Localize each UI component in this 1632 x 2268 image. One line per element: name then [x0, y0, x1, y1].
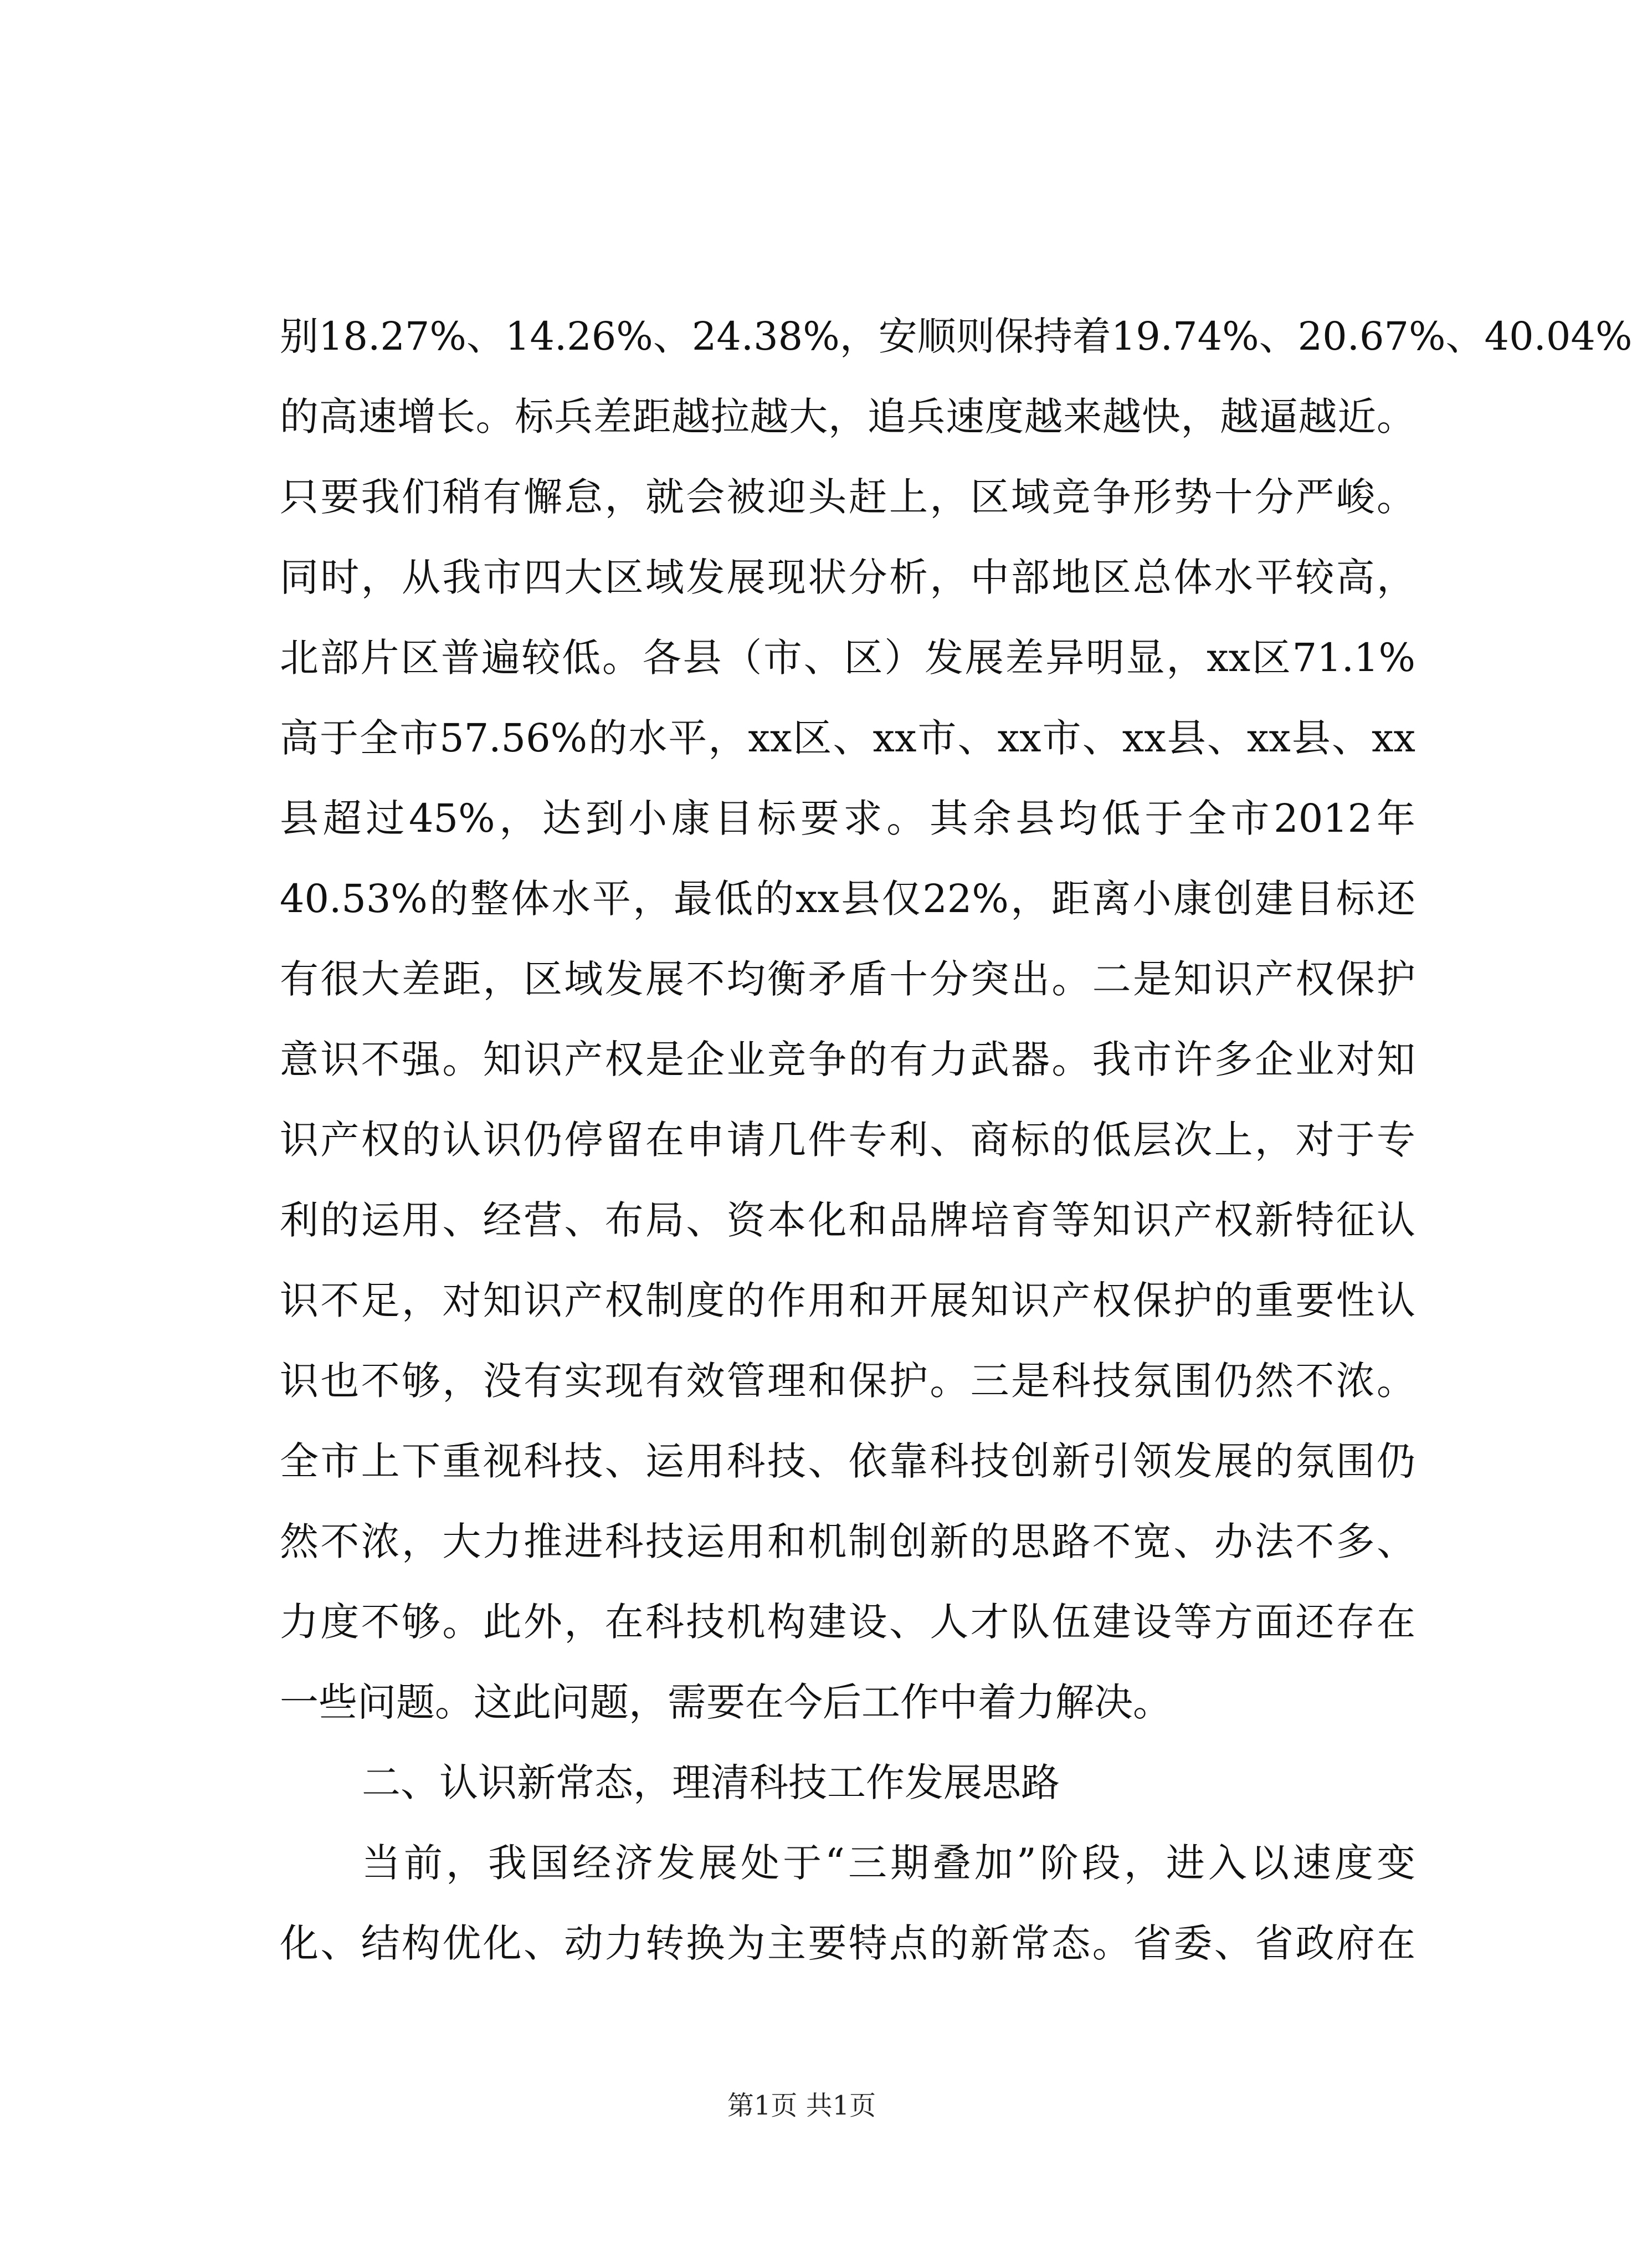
- page-footer: 第1页 共1页: [727, 2090, 876, 2121]
- body-line-20: 当前，我国经济发展处于“三期叠加”阶段，进入以速度变: [362, 1840, 1415, 1886]
- body-line-4: 同时，从我市四大区域发展现状分析，中部地区总体水平较高，: [280, 555, 1415, 600]
- section-heading: 二、认识新常态，理清科技工作发展思路: [362, 1760, 1060, 1805]
- body-line-13: 识不足，对知识产权制度的作用和开展知识产权保护的重要性认: [280, 1278, 1415, 1323]
- body-line-15: 全市上下重视科技、运用科技、依靠科技创新引领发展的氛围仍: [280, 1438, 1415, 1484]
- body-line-14: 识也不够，没有实现有效管理和保护。三是科技氛围仍然不浓。: [280, 1358, 1415, 1404]
- body-line-12: 利的运用、经营、布局、资本化和品牌培育等知识产权新特征认: [280, 1197, 1415, 1243]
- body-line-17: 力度不够。此外，在科技机构建设、人才队伍建设等方面还存在: [280, 1599, 1415, 1645]
- body-line-5: 北部片区普遍较低。各县（市、区）发展差异明显，xx区71.1%: [280, 635, 1415, 680]
- body-line-1: 别18.27%、14.26%、24.38%，安顺则保持着19.74%、20.67%、40.04%: [280, 314, 1632, 359]
- body-line-9: 有很大差距，区域发展不均衡矛盾十分突出。二是知识产权保护: [280, 956, 1415, 1002]
- document-body: [280, 296, 1632, 1984]
- body-line-7: 县超过45%，达到小康目标要求。其余县均低于全市2012年: [280, 796, 1415, 841]
- body-line-18: 一些问题。这此问题，需要在今后工作中着力解决。: [280, 1680, 1172, 1725]
- body-line-11: 识产权的认识仍停留在申请几件专利、商标的低层次上，对于专: [280, 1117, 1415, 1163]
- body-line-2: 的高速增长。标兵差距越拉越大，追兵速度越来越快，越逼越近。: [280, 394, 1415, 439]
- body-line-8: 40.53%的整体水平，最低的xx县仅22%，距离小康创建目标还: [280, 876, 1415, 921]
- body-line-10: 意识不强。知识产权是企业竞争的有力武器。我市许多企业对知: [280, 1037, 1415, 1082]
- body-line-6: 高于全市57.56%的水平，xx区、xx市、xx市、xx县、xx县、xx: [280, 715, 1415, 761]
- body-line-3: 只要我们稍有懈怠，就会被迎头赶上，区域竞争形势十分严峻。: [280, 474, 1415, 520]
- body-line-16: 然不浓，大力推进科技运用和机制创新的思路不宽、办法不多、: [280, 1519, 1415, 1564]
- body-line-21: 化、结构优化、动力转换为主要特点的新常态。省委、省政府在: [280, 1921, 1415, 1966]
